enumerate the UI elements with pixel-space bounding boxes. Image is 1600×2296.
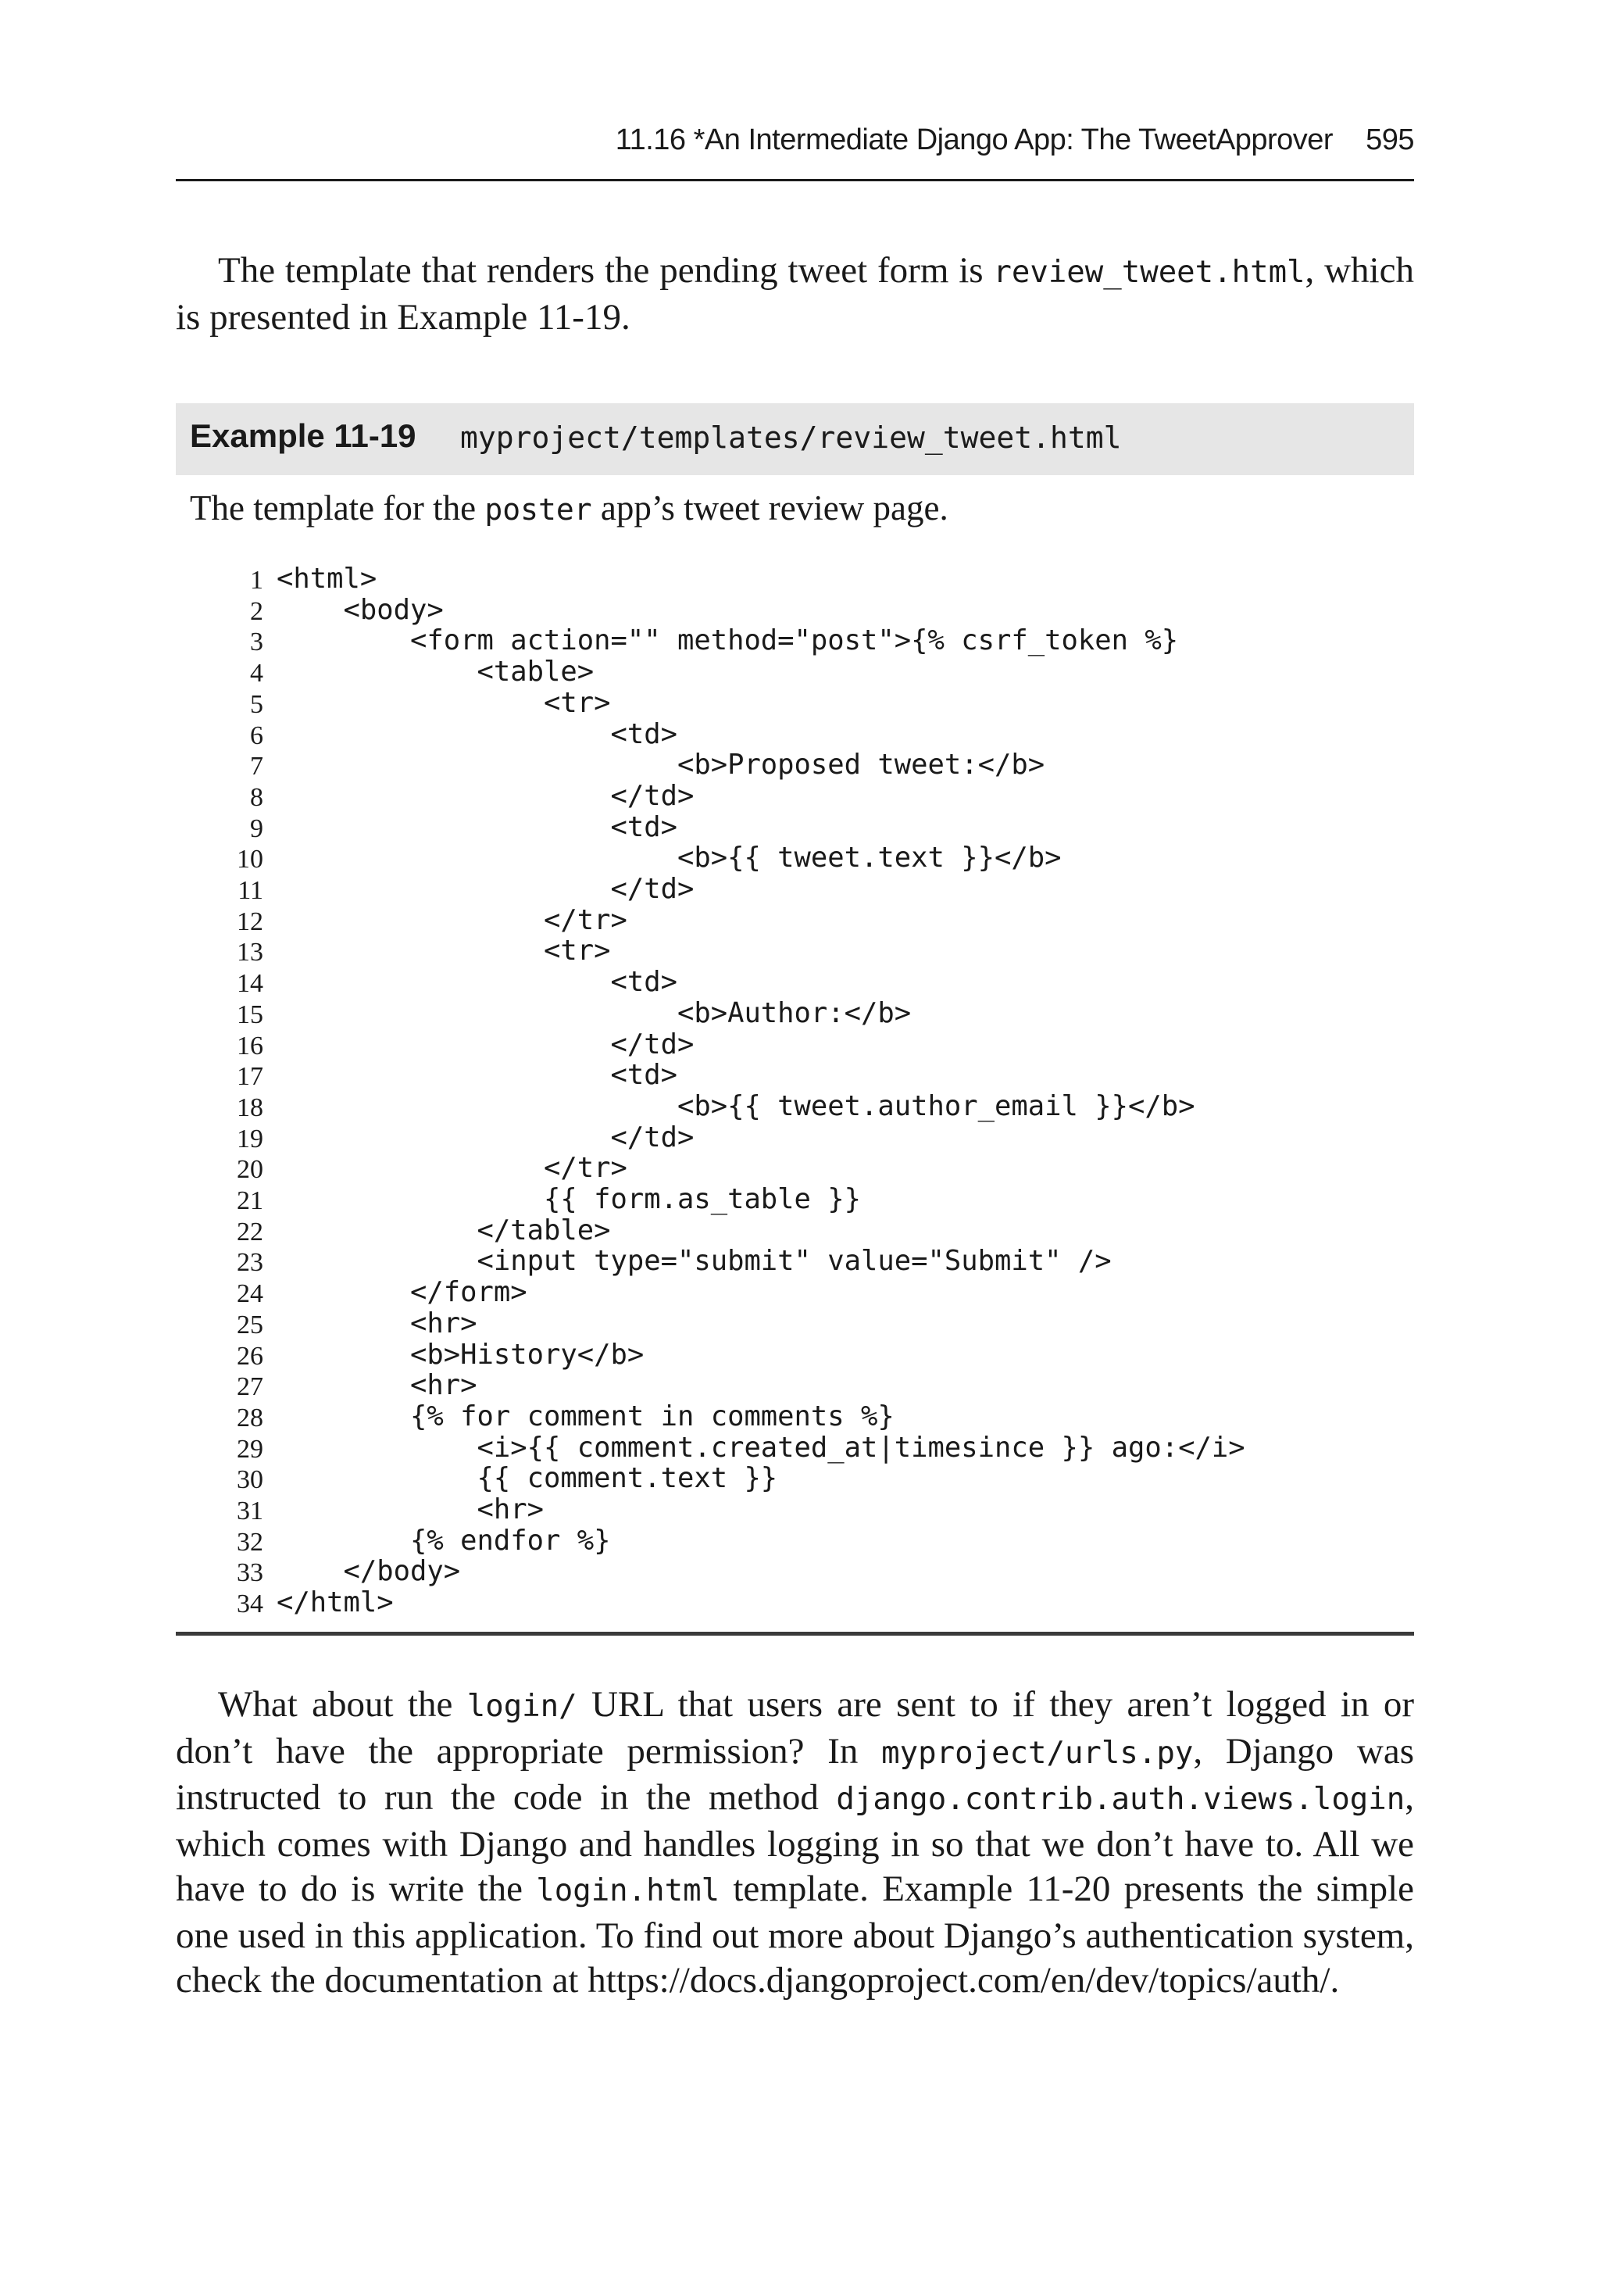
- intro-text: The template that renders the pending tweet form is: [218, 250, 994, 291]
- line-code: </tr>: [277, 903, 627, 936]
- line-code: <hr>: [277, 1493, 544, 1525]
- line-number: 32: [237, 1527, 263, 1557]
- line-code: <input type="submit" value="Submit" />: [277, 1245, 1112, 1278]
- line-number: 23: [237, 1248, 263, 1278]
- running-title: 11.16 *An Intermediate Django App: The TweetApprover: [615, 123, 1334, 156]
- line-number: 9: [250, 814, 263, 843]
- closing-text-1: What about the: [218, 1684, 467, 1725]
- line-code: <td>: [277, 810, 677, 843]
- caption-code: poster: [484, 492, 592, 527]
- line-code: <hr>: [277, 1369, 477, 1402]
- line-number: 8: [250, 782, 263, 812]
- line-number: 11: [238, 876, 263, 905]
- line-number: 6: [250, 721, 263, 750]
- line-code: <body>: [277, 593, 444, 626]
- closing-text-2: URL that users are sent to if they aren’t logged in or don’t have the appropriate permission? In: [176, 1684, 1414, 1772]
- closing-code-login-url: login/: [466, 1689, 577, 1724]
- line-number: 30: [237, 1465, 263, 1495]
- closing-paragraph: [176, 1683, 1414, 2004]
- line-number: 5: [250, 689, 263, 719]
- line-code: </td>: [277, 873, 695, 905]
- line-code: <b>History</b>: [277, 1338, 645, 1371]
- line-code: </form>: [277, 1276, 527, 1309]
- line-code: <b>Proposed tweet:</b>: [277, 749, 1045, 781]
- line-number: 20: [237, 1155, 263, 1185]
- line-code: </td>: [277, 779, 695, 812]
- page-header: [176, 117, 1414, 181]
- line-number: 33: [237, 1558, 263, 1588]
- example-label: Example 11-19: [190, 417, 416, 454]
- line-number: 2: [250, 596, 263, 626]
- line-number: 22: [237, 1217, 263, 1246]
- line-code: <form action="" method="post">{% csrf_token %}: [277, 624, 1179, 657]
- line-number: 15: [237, 1000, 263, 1029]
- intro-paragraph: [176, 249, 1414, 340]
- line-code: <b>{{ tweet.author_email }}</b>: [277, 1089, 1195, 1122]
- line-code: {% for comment in comments %}: [277, 1400, 895, 1432]
- example-caption: [190, 488, 948, 528]
- line-number: 17: [237, 1062, 263, 1092]
- line-number: 28: [237, 1403, 263, 1432]
- line-number: 14: [237, 969, 263, 999]
- line-code: <td>: [277, 966, 677, 999]
- line-code: </tr>: [277, 1152, 627, 1185]
- caption-text: The template for the: [190, 488, 485, 528]
- line-number: 4: [250, 659, 263, 688]
- line-code: <html>: [277, 563, 377, 595]
- line-number: 1: [250, 566, 263, 595]
- line-number: 19: [237, 1124, 263, 1153]
- line-number: 27: [237, 1372, 263, 1402]
- line-number: 3: [250, 628, 263, 657]
- line-number: 13: [237, 938, 263, 967]
- line-number: 29: [237, 1434, 263, 1464]
- example-heading: [176, 403, 1414, 475]
- line-code: {{ form.as_table }}: [277, 1183, 862, 1215]
- line-number: 34: [237, 1590, 263, 1619]
- line-number: 21: [237, 1186, 263, 1215]
- line-code: <b>{{ tweet.text }}</b>: [277, 842, 1062, 874]
- closing-code-method: django.contrib.auth.views.login: [836, 1782, 1405, 1817]
- line-code: <b>Author:</b>: [277, 996, 912, 1029]
- line-code: <table>: [277, 656, 595, 688]
- line-code: <td>: [277, 1059, 677, 1092]
- line-number: 7: [250, 752, 263, 781]
- line-number: 25: [237, 1310, 263, 1339]
- line-code: {% endfor %}: [277, 1524, 611, 1557]
- closing-text-5: template. Example 11-20 presents the simple one used in this application. To find out more about Django’s authentication system, check the documentation at https://docs.djangoproject.com/en/dev/topics/auth/.: [176, 1869, 1414, 2001]
- closing-text-4: , which comes with Django and handles logging in so that we don’t have to. All we have to do is write the: [176, 1777, 1414, 1909]
- code-listing: [176, 563, 1414, 1636]
- line-code: </body>: [277, 1555, 461, 1588]
- line-code: <tr>: [277, 686, 611, 719]
- line-code: {{ comment.text }}: [277, 1462, 778, 1495]
- line-code: <i>{{ comment.created_at|timesince }} ago:</i>: [277, 1431, 1245, 1464]
- line-number: 31: [237, 1497, 263, 1525]
- page-number: 595: [1366, 123, 1414, 156]
- intro-text-after: , which is presented in Example 11-19.: [176, 250, 1414, 338]
- line-code: </html>: [277, 1586, 394, 1619]
- running-header: [616, 123, 1414, 157]
- closing-text-3: , Django was instructed to run the code in the method: [176, 1730, 1414, 1818]
- closing-code-urls: myproject/urls.py: [881, 1735, 1194, 1771]
- line-code: </td>: [277, 1028, 695, 1060]
- line-number: 10: [237, 845, 263, 874]
- line-number: 24: [237, 1279, 263, 1309]
- intro-code: review_tweet.html: [993, 255, 1305, 290]
- closing-code-template: login.html: [536, 1873, 720, 1908]
- caption-text-after: app’s tweet review page.: [591, 488, 948, 528]
- line-number: 18: [237, 1093, 263, 1122]
- line-code: <tr>: [277, 935, 611, 967]
- line-number: 26: [237, 1341, 263, 1371]
- line-code: </table>: [277, 1214, 611, 1246]
- line-code: <hr>: [277, 1307, 477, 1339]
- line-code: <td>: [277, 717, 677, 750]
- example-filename: myproject/templates/review_tweet.html: [460, 420, 1122, 455]
- line-code: </td>: [277, 1121, 695, 1153]
- line-number: 12: [237, 907, 263, 936]
- line-number: 16: [237, 1031, 263, 1060]
